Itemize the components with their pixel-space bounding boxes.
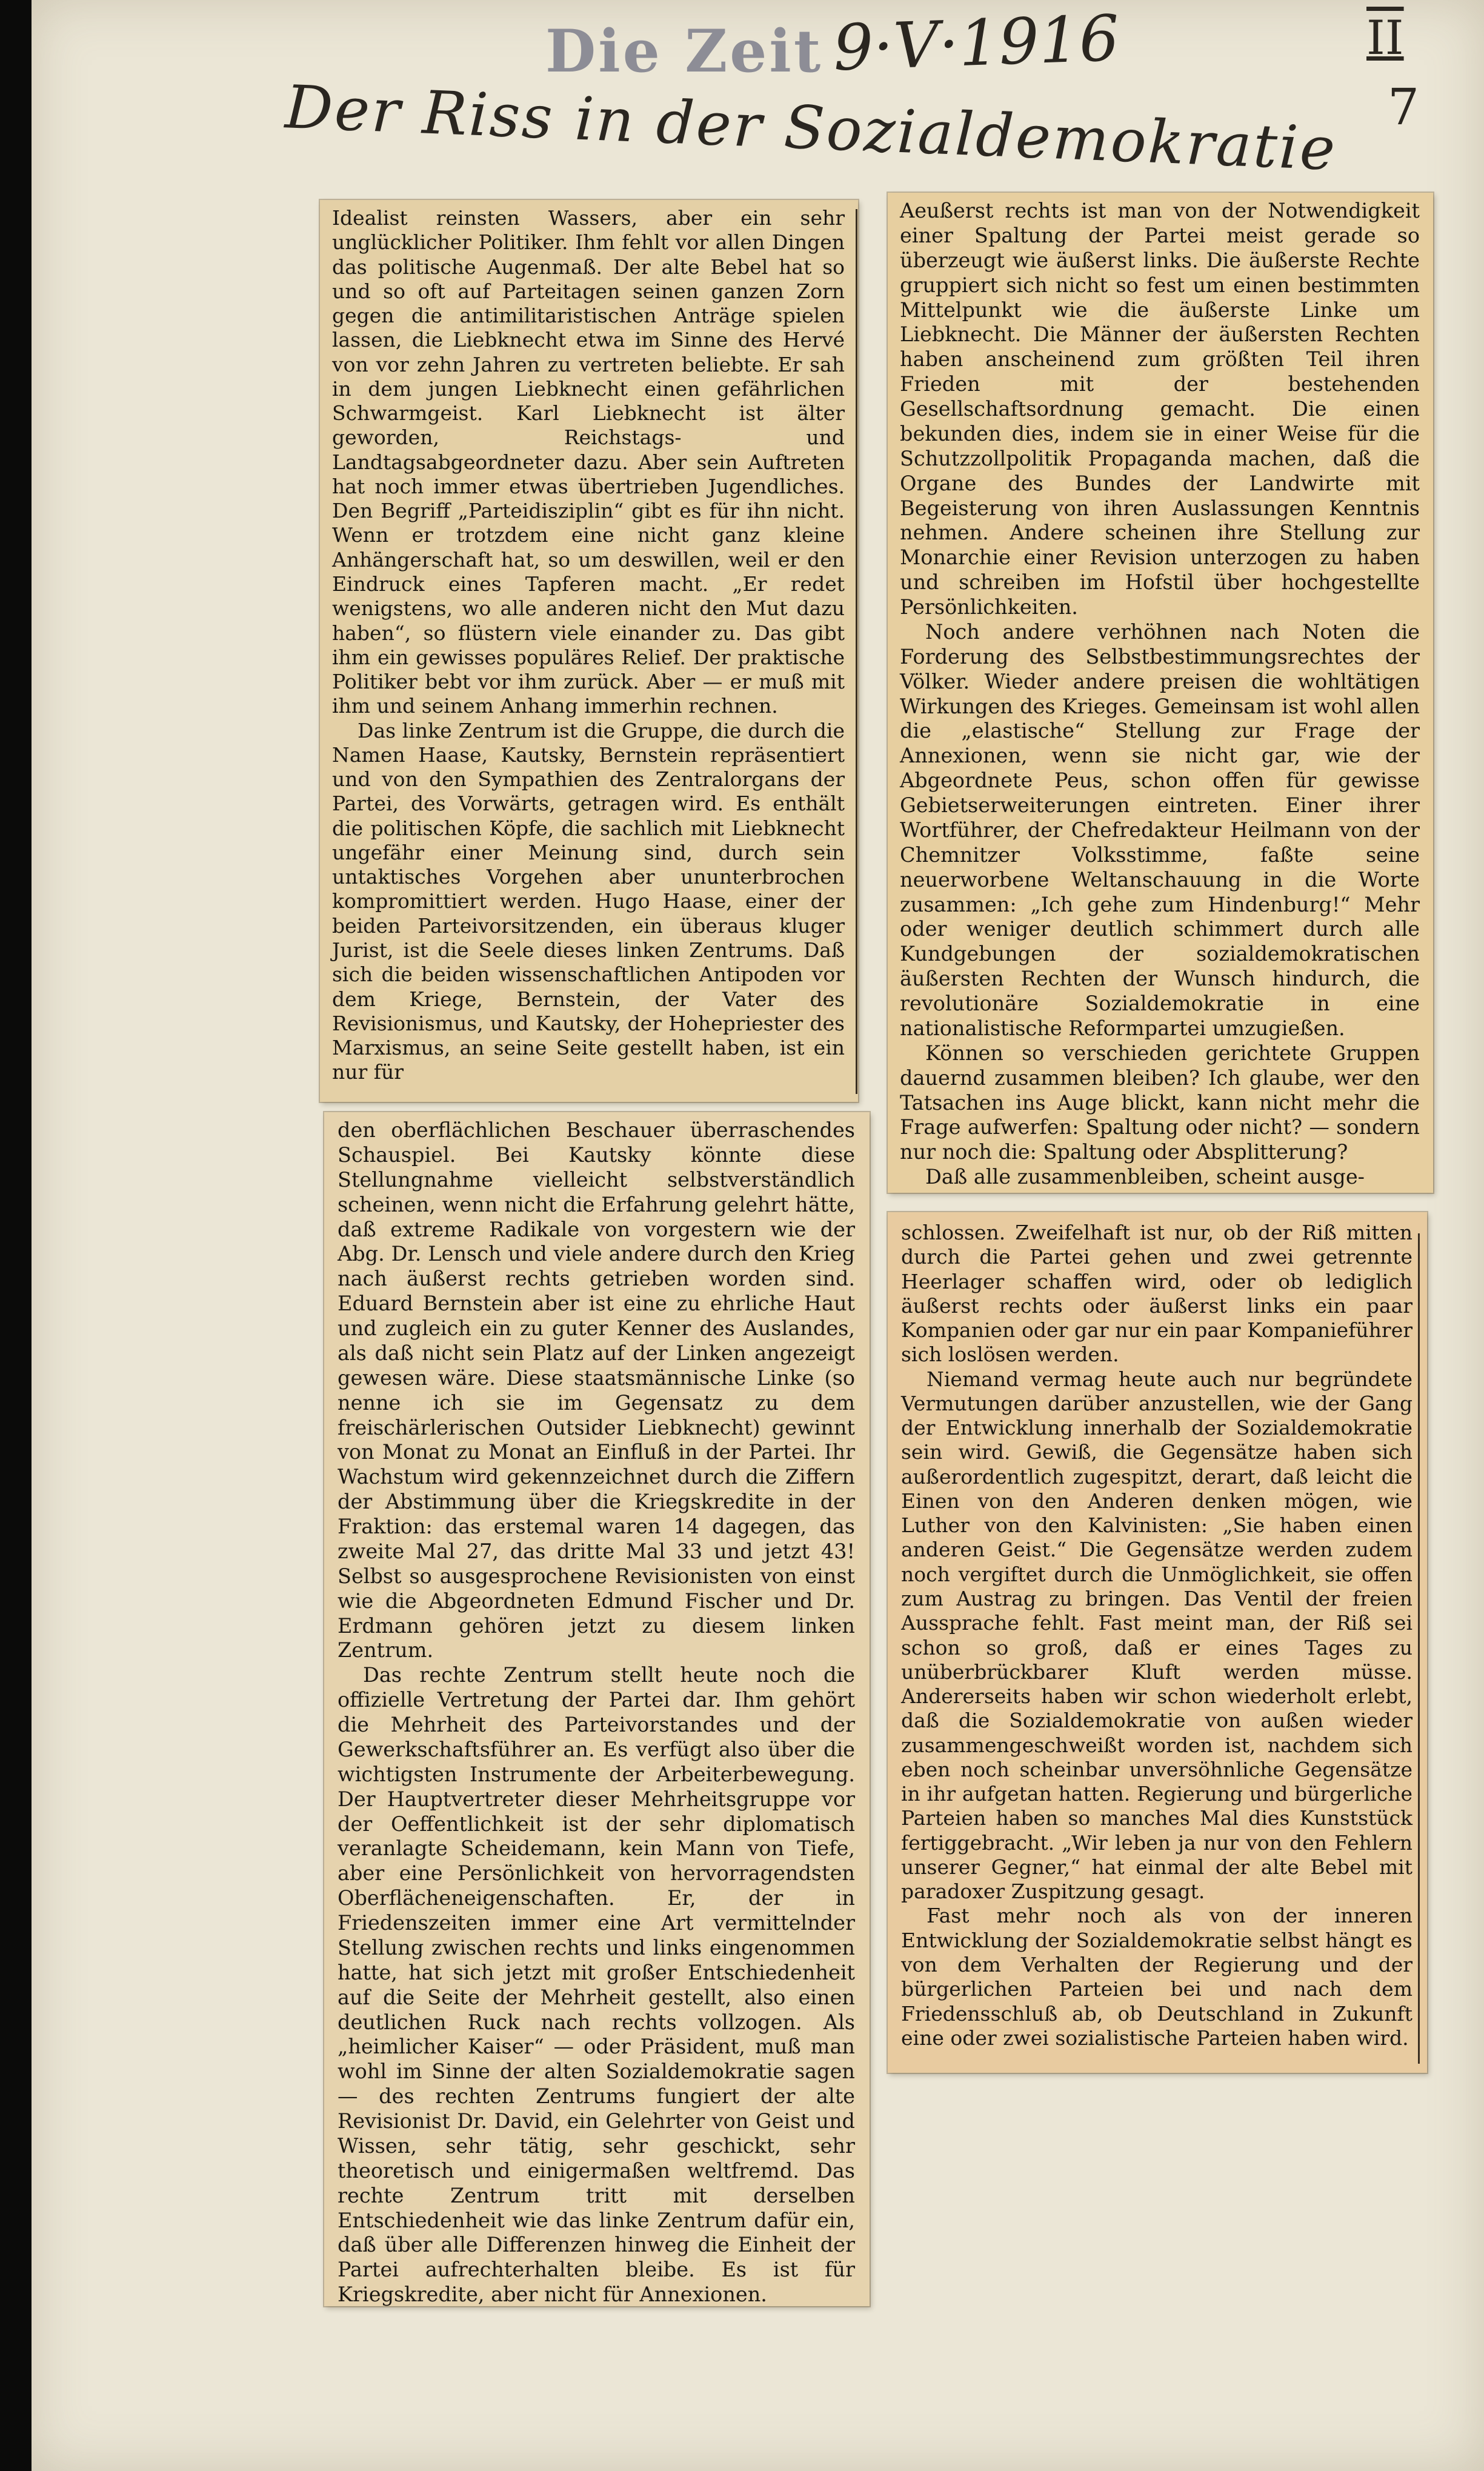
- article-paragraph: Noch andere verhöhnen nach Noten die Forderung des Selbstbestimmungsrechtes der Völker. Wieder andere preisen die wohltätigen Wirkungen des Krieges. Gemeinsam ist wohl allen die „elastische“ Stellung zur Frage der Annexionen, wenn sie nicht gar, wie der Abgeordnete Peus, schon offen für gewisse Gebietserweiterungen eintreten. Einer ihrer Wortführer, der Chefredakteur Heilmann von der Chemnitzer Volksstimme, faßte seine neuerworbene Weltanschauung in die Worte zusammen: „Ich gehe zum Hindenburg!“ Mehr oder weniger deutlich schimmert durch alle Kundgebungen der sozialdemokratischen äußersten Rechten der Wunsch hindurch, die revolutionäre Sozialdemokratie in eine nationalistische Reformpartei umzugießen.: [900, 619, 1420, 1040]
- handwritten-page-number: 7: [1388, 79, 1420, 136]
- column-rule: [856, 209, 857, 1094]
- clipping-bottom-right: [888, 1212, 1427, 2073]
- newspaper-masthead: Die Zeit: [545, 17, 824, 85]
- article-paragraph: den oberflächlichen Beschauer überraschendes Schauspiel. Bei Kautsky könnte diese Stellungnahme vielleicht selbstverständlich scheinen, wenn nicht die Erfahrung gelehrt hätte, daß extreme Radikale von vorgestern wie der Abg. Dr. Lensch und viele andere durch den Krieg nach äußerst rechts getrieben worden sind. Eduard Bernstein aber ist eine zu ehrliche Haut und zugleich ein zu guter Kenner des Auslandes, als daß nicht sein Platz auf der Linken angezeigt gewesen wäre. Diese staatsmännische Linke (so nenne ich sie im Gegensatz zu dem freischärlerischen Outsider Liebknecht) gewinnt von Monat zu Monat an Einfluß in der Partei. Ihr Wachstum wird gekennzeichnet durch die Ziffern der Abstimmung über die Kriegskredite in der Fraktion: das erstemal waren 14 dagegen, das zweite Mal 27, das dritte Mal 33 und jetzt 43! Selbst so ausgesprochene Revisionisten von einst wie die Abgeordneten Edmund Fischer und Dr. Erdmann gehören jetzt zu diesem linken Zentrum.: [338, 1118, 855, 1662]
- column-rule: [1418, 1233, 1420, 2064]
- article-paragraph: Idealist reinsten Wassers, aber ein sehr unglücklicher Politiker. Ihm fehlt vor allen Dingen das politische Augenmaß. Der alte Bebel hat so und so oft auf Parteitagen seinen ganzen Zorn gegen die antimilitaristischen Anträge spielen lassen, die Liebknecht etwa im Sinne des Hervé von vor zehn Jahren zu vertreten beliebte. Er sah in dem jungen Liebknecht einen gefährlichen Schwarmgeist. Karl Liebknecht ist älter geworden, Reichstags- und Landtagsabgeordneter dazu. Aber sein Auftreten hat noch immer etwas übertrieben Jugendliches. Den Begriff „Parteidisziplin“ gibt es für ihn nicht. Wenn er trotzdem eine nicht ganz kleine Anhängerschaft hat, so um deswillen, weil er den Eindruck eines Tapferen macht. „Er redet wenigstens, wo alle anderen nicht den Mut dazu haben“, so flüstern viele einander zu. Das gibt ihm ein gewisses populäres Relief. Der praktische Politiker bebt vor ihm zurück. Aber — er muß mit ihm und seinem Anhang immerhin rechnen.: [332, 206, 845, 718]
- clipping-top-right: [888, 193, 1433, 1193]
- article-paragraph: schlossen. Zweifelhaft ist nur, ob der Riß mitten durch die Partei gehen und zwei getrennte Heerlager schaffen wird, oder ob lediglich äußerst rechts oder äußerst links ein paar Kompanien oder gar nur ein paar Kompanieführer sich loslösen werden.: [901, 1221, 1412, 1367]
- article-paragraph: Aeußerst rechts ist man von der Notwendigkeit einer Spaltung der Partei meist gerade so überzeugt wie äußerst links. Die äußerste Rechte gruppiert sich nicht so fest um einen bestimmten Mittelpunkt wie die äußerste Linke um Liebknecht. Die Männer der äußersten Rechten haben anscheinend zum größten Teil ihren Frieden mit der bestehenden Gesellschaftsordnung gemacht. Die einen bekunden dies, indem sie in einer Weise für die Schutzzollpolitik Propaganda machen, daß die Organe des Bundes der Landwirte mit Begeisterung von ihren Auslassungen Kenntnis nehmen. Andere scheinen ihre Stellung zur Monarchie einer Revision unterzogen zu haben und schreiben im Hofstil über hochgestellte Persönlichkeiten.: [900, 199, 1420, 619]
- article-paragraph: Das rechte Zentrum stellt heute noch die offizielle Vertretung der Partei dar. Ihm gehört die Mehrheit des Parteivorstandes und der Gewerkschaftsführer an. Es verfügt also über die wichtigsten Instrumente der Arbeiterbewegung. Der Hauptvertreter dieser Mehrheitsgruppe vor der Oeffentlichkeit ist der sehr diplomatisch veranlagte Scheidemann, kein Mann von Tiefe, aber eine Persönlichkeit von hervorragendsten Oberflächeneigenschaften. Er, der in Friedenszeiten immer eine Art vermittelnder Stellung zwischen rechts und links eingenommen hatte, hat sich jetzt mit großer Entschiedenheit auf die Seite der Mehrheit gestellt, also einen deutlichen Ruck nach rechts vollzogen. Als „heimlicher Kaiser“ — oder Präsident, muß man wohl im Sinne der alten Sozialdemokratie sagen — des rechten Zentrums fungiert der alte Revisionist Dr. David, ein Gelehrter von Geist und Wissen, sehr tätig, sehr geschickt, sehr theoretisch und einigermaßen weltfremd. Das rechte Zentrum tritt mit derselben Entschiedenheit wie das linke Zentrum dafür ein, daß über alle Differenzen hinweg die Einheit der Partei aufrechterhalten bleibe. Es ist für Kriegskredite, aber nicht für Annexionen.: [338, 1663, 855, 2306]
- handwritten-date: 9·V·1916: [832, 1, 1121, 85]
- article-paragraph: Können so verschieden gerichtete Gruppen dauernd zusammen bleiben? Ich glaube, wer den Tatsachen ins Auge blickt, kann nicht mehr die Frage aufwerfen: Spaltung oder nicht? — sondern nur noch die: Spaltung oder Absplitterung?: [900, 1041, 1420, 1164]
- clipping-bottom-left: [324, 1112, 870, 2306]
- article-paragraph: Fast mehr noch als von der inneren Entwicklung der Sozialdemokratie selbst hängt es von dem Verhalten der Regierung und der bürgerlichen Parteien bei und nach dem Friedensschluß ab, ob Deutschland in Zukunft eine oder zwei sozialistische Parteien haben wird.: [901, 1904, 1412, 2050]
- handwritten-headline: Der Riss in der Sozialdemokratie: [284, 73, 1339, 184]
- article-paragraph: Daß alle zusammenbleiben, scheint ausge-: [925, 1165, 1365, 1189]
- handwritten-folio: II: [1366, 11, 1404, 65]
- clipping-top-left: [320, 200, 858, 1102]
- scan-backdrop: [0, 0, 32, 2471]
- article-paragraph: Niemand vermag heute auch nur begründete Vermutungen darüber anzustellen, wie der Gang der Entwicklung innerhalb der Sozialdemokratie sein wird. Gewiß, die Gegensätze haben sich außerordentlich zugespitzt, derart, daß leicht die Einen von den Anderen denken mögen, wie Luther von den Kalvinisten: „Sie haben einen anderen Geist.“ Die Gegensätze werden zudem noch vergiftet durch die Unmöglichkeit, sie offen zum Austrag zu bringen. Das Ventil der freien Aussprache fehlt. Fast meint man, der Riß sei schon so groß, daß er eines Tages zu unüberbrückbarer Kluft werden müsse. Andererseits haben wir schon wiederholt erlebt, daß die Sozialdemokratie von außen wieder zusammengeschweißt worden ist, nachdem sich eben noch scheinbar unversöhnliche Gegensätze in ihr aufgetan hatten. Regierung und bürgerliche Parteien haben so manches Mal dies Kunststück fertiggebracht. „Wir leben ja nur von den Fehlern unserer Gegner,“ hat einmal der alte Bebel mit paradoxer Zuspitzung gesagt.: [901, 1367, 1412, 1904]
- article-paragraph: Das linke Zentrum ist die Gruppe, die durch die Namen Haase, Kautsky, Bernstein repräsentiert und von den Sympathien des Zentralorgans der Partei, des Vorwärts, getragen wird. Es enthält die politischen Köpfe, die sachlich mit Liebknecht ungefähr einer Meinung sind, durch sein untaktisches Vorgehen aber ununterbrochen kompromittiert werden. Hugo Haase, einer der beiden Parteivorsitzenden, ein überaus kluger Jurist, ist die Seele dieses linken Zentrums. Daß sich die beiden wissenschaftlichen Antipoden vor dem Kriege, Bernstein, der Vater des Revisionismus, und Kautsky, der Hohepriester des Marxismus, an seine Seite gestellt haben, ist ein nur für: [332, 718, 845, 1084]
